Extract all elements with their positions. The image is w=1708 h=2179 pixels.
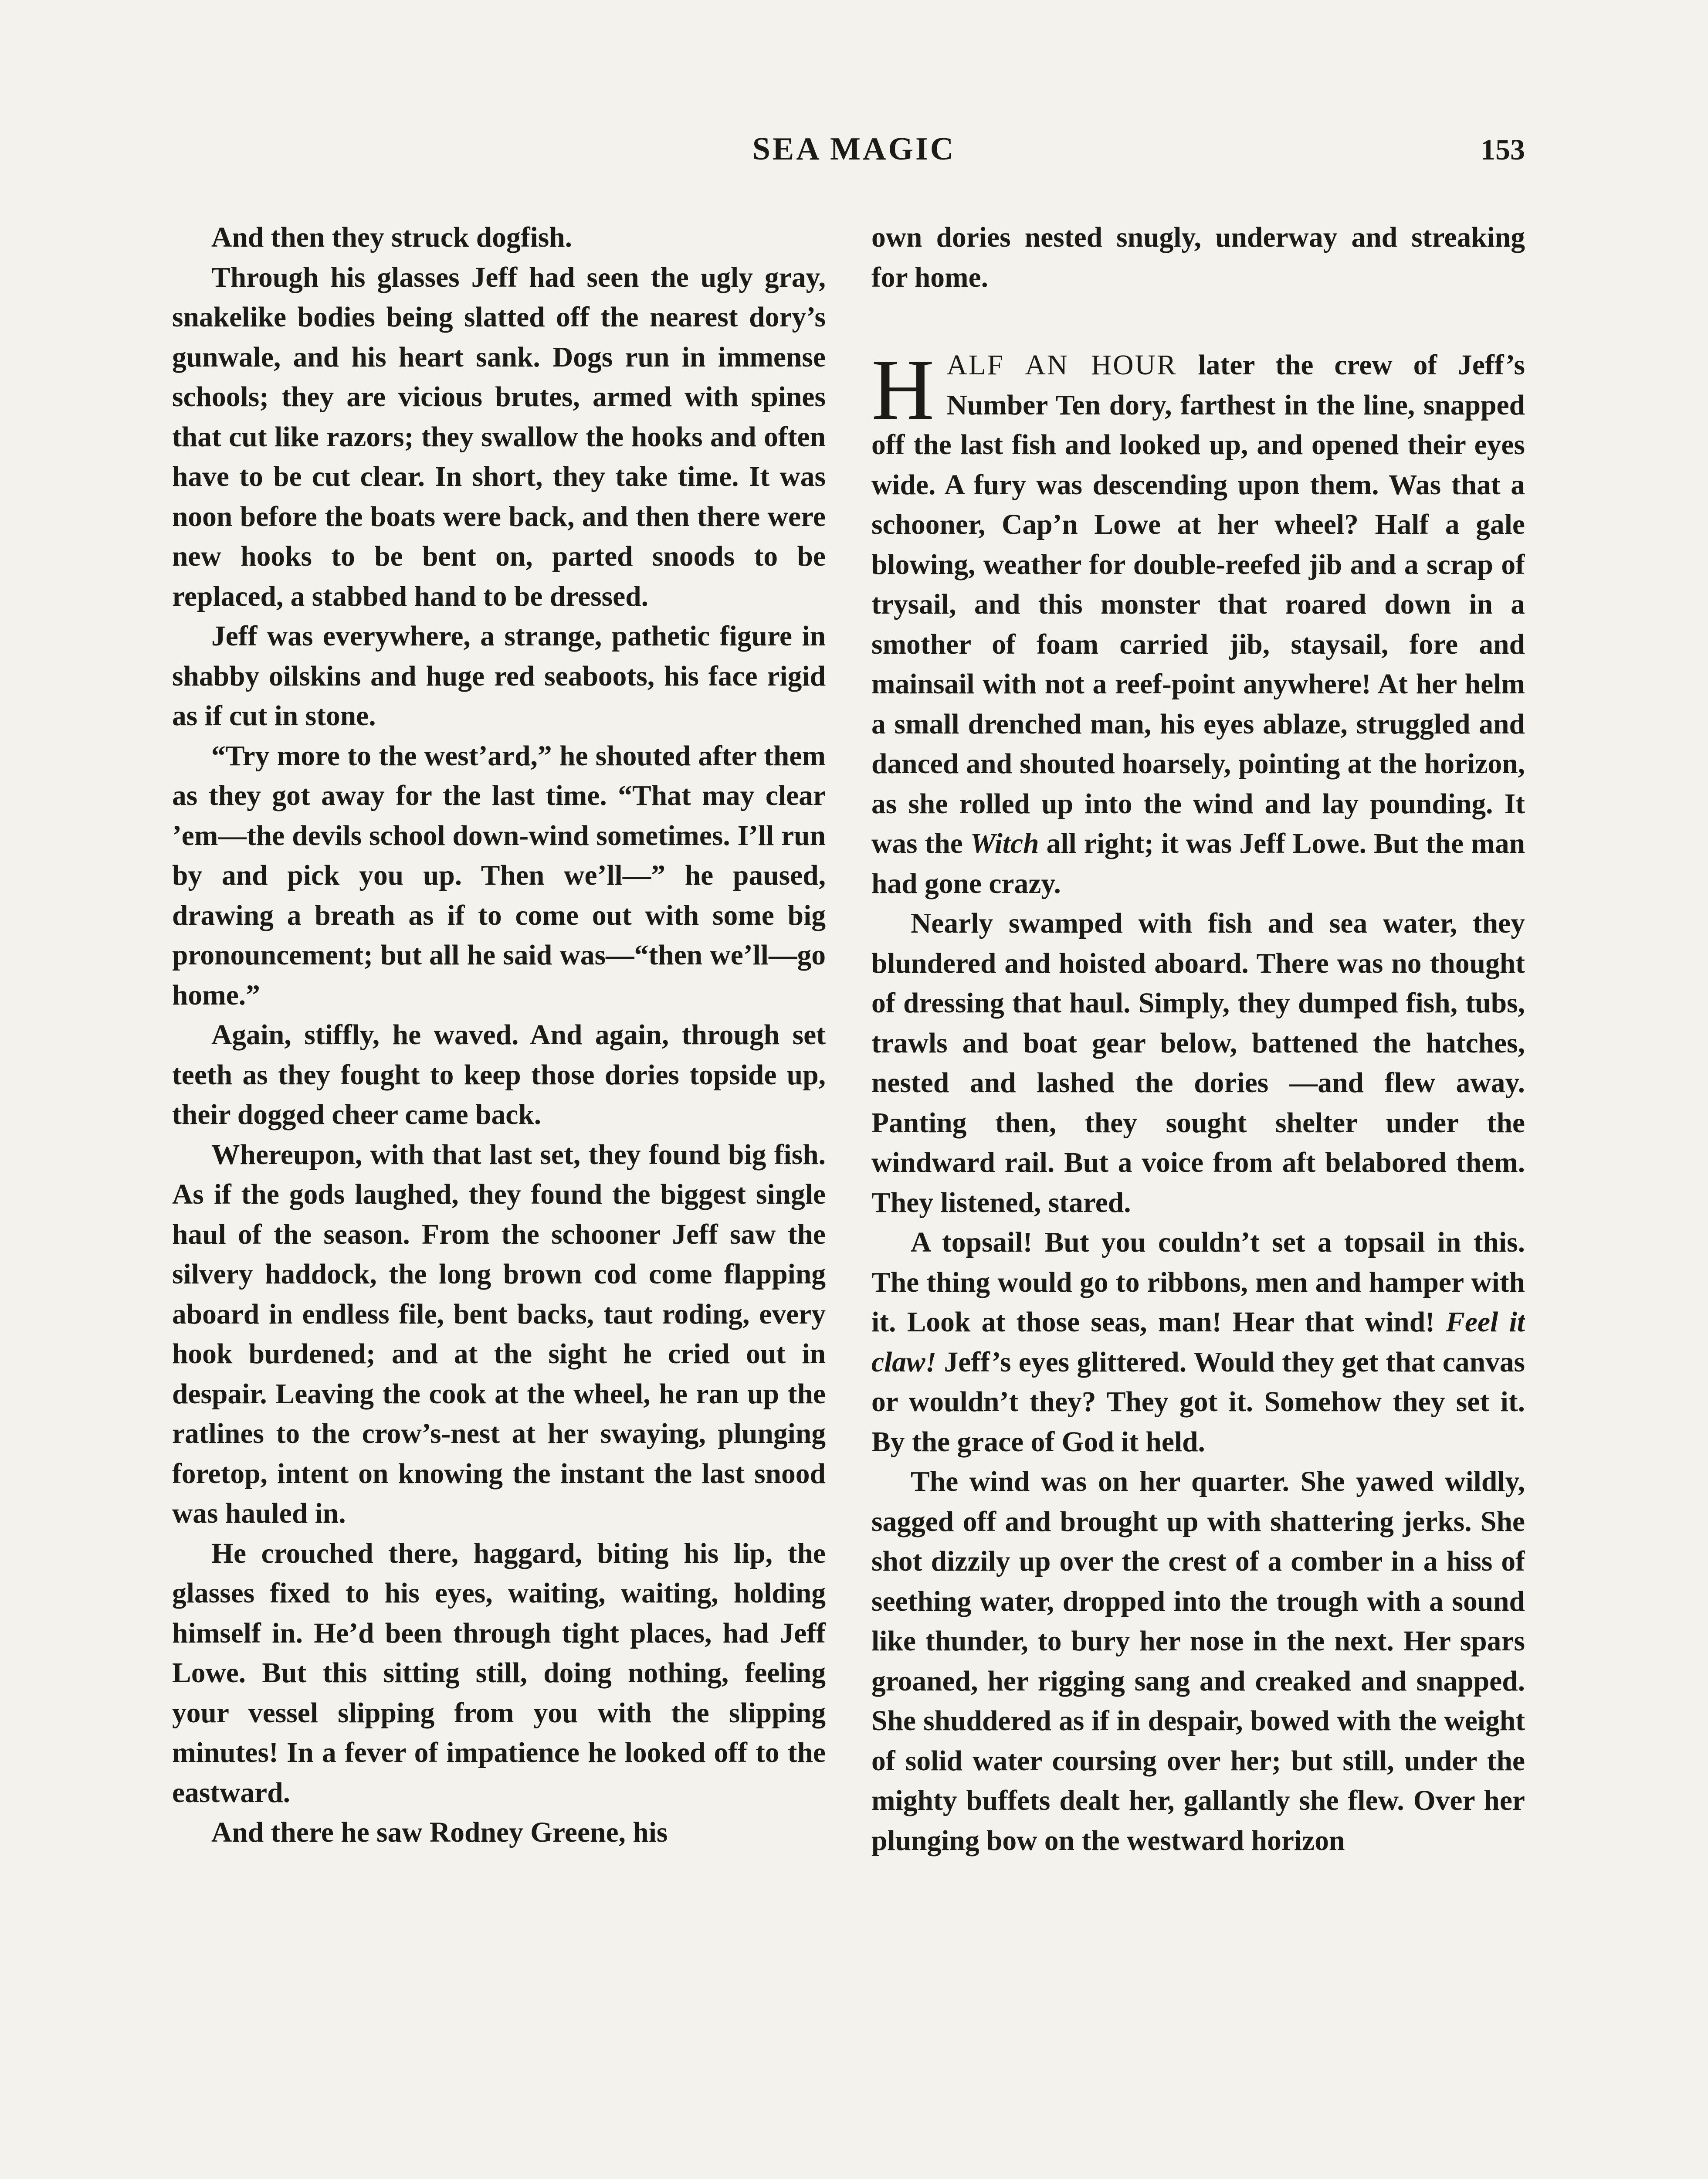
- paragraph-text: later the crew of Jeff’s Number Ten dory, farthest in the line, snapped off the last fish and looked up, and opened their eyes wide. A fury was descending upon them. Was that a schooner, Cap’n Lowe at her wheel? Half a gale blowing, weather for double-reefed jib and a scrap of trysail, and this monster that roared down in a smother of foam carried jib, staysail, fore and mainsail with not a reef-point anywhere! At her helm a small drenched man, his eyes ablaze, struggled and danced and shouted hoarsely, pointing at the horizon, as she rolled up into the wind and lay pounding. It was the: [871, 350, 1525, 859]
- paragraph: And there he saw Rodney Greene, his: [211, 1817, 668, 1848]
- right-column: [871, 218, 1525, 2179]
- paragraph-text: Jeff’s eyes glittered. Would they get that canvas or wouldn’t they? They got it. Somehow they set it. By the grace of God it held.: [871, 1346, 1525, 1458]
- paragraph: The wind was on her quarter. She yawed wildly, sagged off and brought up with shattering jerks. She shot dizzily up over the crest of a comber in a hiss of seething water, dropped into the trough with a sound like thunder, to bury her nose in the next. Her spars groaned, her rigging sang and creaked and snapped. She shuddered as if in despair, bowed with the weight of solid water coursing over her; but still, under the mighty buffets dealt her, gallantly she flew. Over her plunging bow on the westward horizon: [871, 1466, 1525, 1857]
- emphasis: Feel it claw!: [871, 1307, 1525, 1378]
- paragraph-text: A topsail! But you couldn’t set a topsail in this. The thing would go to ribbons, men and hamper with it. Look at those seas, man! Hear that wind!: [871, 1227, 1525, 1338]
- paragraph: Whereupon, with that last set, they found big fish. As if the gods laughed, they found the biggest single haul of the season. From the schooner Jeff saw the silvery haddock, the long brown cod come flapping aboard in endless file, bent backs, taut roding, every hook burdened; and at the sight he cried out in despair. Leaving the cook at the wheel, he ran up the ratlines to the crow’s-nest at her swaying, plunging foretop, intent on knowing the instant the last snood was hauled in.: [172, 1139, 826, 1529]
- running-title: SEA MAGIC: [752, 131, 956, 167]
- paragraph: “Try more to the west’ard,” he shouted after them as they got away for the last time. “That may clear ’em—the devils school down-wind sometimes. I’ll run by and pick you up. Then we’ll—” he paused, drawing a breath as if to come out with some big pronouncement; but all he said was—“then we’ll—go home.”: [172, 740, 826, 1011]
- small-caps-lead: ALF AN HOUR: [946, 350, 1177, 381]
- paragraph: [871, 1223, 1525, 1462]
- paragraph-text: all right; it was Jeff Lowe. But the man had gone crazy.: [871, 828, 1525, 899]
- paragraph: Jeff was everywhere, a strange, pathetic figure in shabby oilskins and huge red seaboots, his face rigid as if cut in stone.: [172, 621, 826, 732]
- paragraph: Again, stiffly, he waved. And again, through set teeth as they fought to keep those dories topside up, their dogged cheer came back.: [172, 1019, 826, 1130]
- page-header: [0, 131, 1708, 179]
- drop-cap: H: [871, 342, 935, 438]
- paragraph: Through his glasses Jeff had seen the ugly gray, snakelike bodies being slatted off the nearest dory’s gunwale, and his heart sank. Dogs run in immense schools; they are vicious brutes, armed with spines that cut like razors; they swallow the hooks and often have to be cut clear. In short, they take time. It was noon before the boats were back, and then there were new hooks to be bent on, parted snoods to be replaced, a stabbed hand to be dressed.: [172, 261, 826, 612]
- paragraph: And then they struck dogfish.: [211, 222, 572, 253]
- paragraph: He crouched there, haggard, biting his lip, the glasses fixed to his eyes, waiting, waiting, holding himself in. He’d been through tight places, had Jeff Lowe. But this sitting still, doing nothing, feeling your vessel slipping from you with the slipping minutes! In a fever of impatience he looked off to the eastward.: [172, 1538, 826, 1809]
- page-number: 153: [1481, 133, 1525, 166]
- paragraph: Nearly swamped with fish and sea water, they blundered and hoisted aboard. There was no thought of dressing that haul. Simply, they dumped fish, tubs, trawls and boat gear below, battened the hatches, nested and lashed the dories —and flew away. Panting then, they sought shelter under the windward rail. But a voice from aft belabored them. They listened, stared.: [871, 908, 1525, 1218]
- left-column: [172, 218, 826, 2179]
- section-opening-paragraph: [871, 342, 1525, 904]
- paragraph-continuation: own dories nested snugly, underway and streaking for home.: [871, 222, 1525, 293]
- ship-name: Witch: [970, 828, 1039, 859]
